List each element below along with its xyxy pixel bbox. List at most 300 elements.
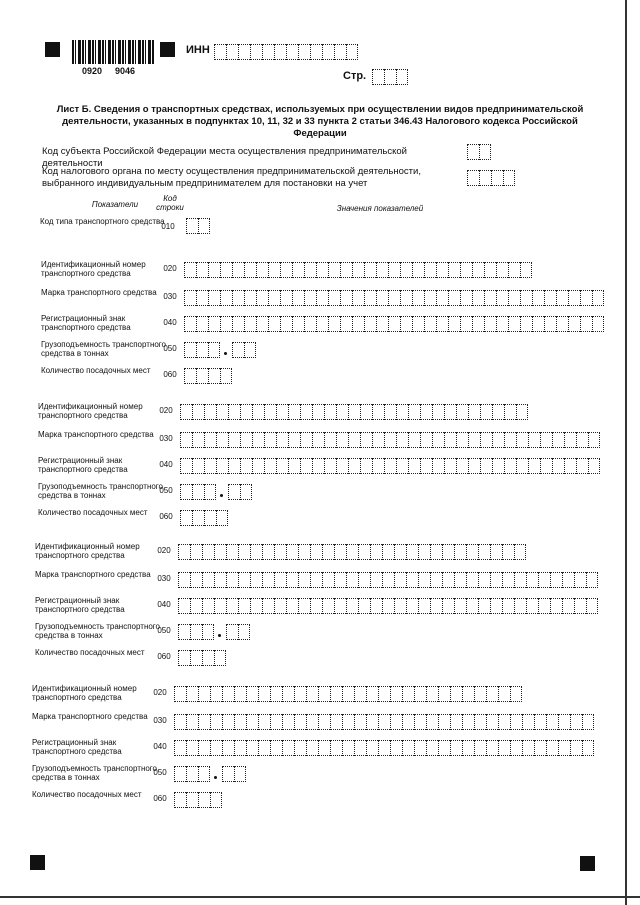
block-2-reg-field[interactable]	[180, 458, 600, 474]
input-cell[interactable]	[420, 458, 432, 474]
input-cell[interactable]	[486, 686, 498, 702]
input-cell[interactable]	[456, 404, 468, 420]
input-cell[interactable]	[462, 714, 474, 730]
input-cell[interactable]	[474, 740, 486, 756]
input-cell[interactable]	[540, 458, 552, 474]
input-cell[interactable]	[300, 432, 312, 448]
input-cell[interactable]	[558, 714, 570, 730]
input-cell[interactable]	[294, 714, 306, 730]
input-cell[interactable]	[490, 598, 502, 614]
inn-field[interactable]	[214, 44, 358, 60]
input-cell[interactable]	[180, 432, 192, 448]
input-cell[interactable]	[432, 404, 444, 420]
input-cell[interactable]	[274, 598, 286, 614]
input-cell[interactable]	[204, 458, 216, 474]
input-cell[interactable]	[588, 432, 600, 448]
input-cell[interactable]	[292, 316, 304, 332]
input-cell[interactable]	[432, 432, 444, 448]
input-cell[interactable]	[406, 598, 418, 614]
block-3-brand-field[interactable]	[178, 572, 598, 588]
input-cell[interactable]	[448, 290, 460, 306]
input-cell[interactable]	[306, 714, 318, 730]
input-cell[interactable]	[262, 598, 274, 614]
input-cell[interactable]	[564, 432, 576, 448]
input-cell[interactable]	[264, 404, 276, 420]
input-cell[interactable]	[208, 342, 220, 358]
block-1-reg-field[interactable]	[184, 316, 604, 332]
input-cell[interactable]	[384, 69, 396, 85]
block-1-vin-field[interactable]	[184, 262, 532, 278]
input-cell[interactable]	[238, 598, 250, 614]
input-cell[interactable]	[364, 316, 376, 332]
input-cell[interactable]	[234, 714, 246, 730]
input-cell[interactable]	[468, 458, 480, 474]
input-cell[interactable]	[444, 404, 456, 420]
input-cell[interactable]	[228, 458, 240, 474]
input-cell[interactable]	[568, 316, 580, 332]
input-cell[interactable]	[462, 686, 474, 702]
input-cell[interactable]	[270, 740, 282, 756]
input-cell[interactable]	[258, 740, 270, 756]
input-cell[interactable]	[484, 262, 496, 278]
input-cell[interactable]	[370, 544, 382, 560]
input-cell[interactable]	[210, 714, 222, 730]
input-cell[interactable]	[180, 404, 192, 420]
input-cell[interactable]	[298, 44, 310, 60]
input-cell[interactable]	[436, 290, 448, 306]
block-4-capacity-fraction-field[interactable]	[222, 766, 246, 782]
input-cell[interactable]	[316, 262, 328, 278]
input-cell[interactable]	[402, 686, 414, 702]
input-cell[interactable]	[204, 484, 216, 500]
input-cell[interactable]	[262, 44, 274, 60]
input-cell[interactable]	[210, 792, 222, 808]
input-cell[interactable]	[510, 714, 522, 730]
input-cell[interactable]	[222, 714, 234, 730]
input-cell[interactable]	[318, 686, 330, 702]
input-cell[interactable]	[400, 290, 412, 306]
input-cell[interactable]	[376, 262, 388, 278]
input-cell[interactable]	[196, 342, 208, 358]
input-cell[interactable]	[558, 740, 570, 756]
input-cell[interactable]	[336, 404, 348, 420]
block-4-brand-field[interactable]	[174, 714, 594, 730]
block-1-brand-field[interactable]	[184, 290, 604, 306]
input-cell[interactable]	[264, 458, 276, 474]
input-cell[interactable]	[586, 598, 598, 614]
input-cell[interactable]	[366, 740, 378, 756]
input-cell[interactable]	[220, 290, 232, 306]
input-cell[interactable]	[246, 686, 258, 702]
input-cell[interactable]	[354, 686, 366, 702]
input-cell[interactable]	[228, 432, 240, 448]
input-cell[interactable]	[232, 290, 244, 306]
input-cell[interactable]	[186, 714, 198, 730]
input-cell[interactable]	[456, 458, 468, 474]
input-cell[interactable]	[192, 432, 204, 448]
input-cell[interactable]	[244, 316, 256, 332]
input-cell[interactable]	[246, 714, 258, 730]
input-cell[interactable]	[252, 458, 264, 474]
input-cell[interactable]	[220, 262, 232, 278]
block-2-brand-field[interactable]	[180, 432, 600, 448]
input-cell[interactable]	[480, 432, 492, 448]
input-cell[interactable]	[280, 316, 292, 332]
input-cell[interactable]	[388, 262, 400, 278]
input-cell[interactable]	[240, 458, 252, 474]
input-cell[interactable]	[322, 44, 334, 60]
input-cell[interactable]	[286, 572, 298, 588]
input-cell[interactable]	[414, 714, 426, 730]
input-cell[interactable]	[294, 740, 306, 756]
block-2-vin-field[interactable]	[180, 404, 528, 420]
input-cell[interactable]	[184, 262, 196, 278]
input-cell[interactable]	[580, 316, 592, 332]
input-cell[interactable]	[556, 290, 568, 306]
input-cell[interactable]	[228, 404, 240, 420]
input-cell[interactable]	[352, 316, 364, 332]
input-cell[interactable]	[406, 572, 418, 588]
input-cell[interactable]	[394, 598, 406, 614]
input-cell[interactable]	[538, 572, 550, 588]
input-cell[interactable]	[310, 598, 322, 614]
input-cell[interactable]	[184, 342, 196, 358]
input-cell[interactable]	[328, 262, 340, 278]
input-cell[interactable]	[234, 766, 246, 782]
input-cell[interactable]	[503, 170, 515, 186]
input-cell[interactable]	[180, 510, 192, 526]
input-cell[interactable]	[396, 404, 408, 420]
input-cell[interactable]	[264, 432, 276, 448]
input-cell[interactable]	[358, 544, 370, 560]
input-cell[interactable]	[538, 598, 550, 614]
input-cell[interactable]	[184, 290, 196, 306]
input-cell[interactable]	[484, 316, 496, 332]
input-cell[interactable]	[190, 572, 202, 588]
input-cell[interactable]	[442, 572, 454, 588]
input-cell[interactable]	[466, 544, 478, 560]
input-cell[interactable]	[388, 290, 400, 306]
input-cell[interactable]	[270, 714, 282, 730]
input-cell[interactable]	[342, 740, 354, 756]
input-cell[interactable]	[472, 316, 484, 332]
input-cell[interactable]	[192, 404, 204, 420]
input-cell[interactable]	[250, 44, 262, 60]
input-cell[interactable]	[244, 342, 256, 358]
input-cell[interactable]	[198, 792, 210, 808]
input-cell[interactable]	[340, 316, 352, 332]
input-cell[interactable]	[274, 544, 286, 560]
input-cell[interactable]	[396, 432, 408, 448]
input-cell[interactable]	[334, 544, 346, 560]
block-3-capacity-integer-field[interactable]	[178, 624, 214, 640]
input-cell[interactable]	[472, 290, 484, 306]
input-cell[interactable]	[372, 432, 384, 448]
input-cell[interactable]	[220, 316, 232, 332]
input-cell[interactable]	[370, 598, 382, 614]
input-cell[interactable]	[318, 714, 330, 730]
input-cell[interactable]	[304, 262, 316, 278]
input-cell[interactable]	[276, 404, 288, 420]
input-cell[interactable]	[214, 572, 226, 588]
input-cell[interactable]	[306, 740, 318, 756]
input-cell[interactable]	[388, 316, 400, 332]
input-cell[interactable]	[192, 510, 204, 526]
input-cell[interactable]	[214, 598, 226, 614]
input-cell[interactable]	[468, 432, 480, 448]
input-cell[interactable]	[274, 572, 286, 588]
input-cell[interactable]	[412, 290, 424, 306]
input-cell[interactable]	[210, 740, 222, 756]
input-cell[interactable]	[491, 170, 503, 186]
input-cell[interactable]	[418, 598, 430, 614]
input-cell[interactable]	[330, 686, 342, 702]
input-cell[interactable]	[258, 714, 270, 730]
input-cell[interactable]	[228, 484, 240, 500]
input-cell[interactable]	[226, 572, 238, 588]
input-cell[interactable]	[222, 740, 234, 756]
input-cell[interactable]	[240, 404, 252, 420]
input-cell[interactable]	[382, 598, 394, 614]
input-cell[interactable]	[498, 686, 510, 702]
input-cell[interactable]	[336, 432, 348, 448]
input-cell[interactable]	[312, 458, 324, 474]
input-cell[interactable]	[408, 432, 420, 448]
input-cell[interactable]	[226, 624, 238, 640]
input-cell[interactable]	[292, 262, 304, 278]
input-cell[interactable]	[468, 404, 480, 420]
input-cell[interactable]	[304, 290, 316, 306]
input-cell[interactable]	[300, 458, 312, 474]
input-cell[interactable]	[364, 262, 376, 278]
input-cell[interactable]	[378, 740, 390, 756]
input-cell[interactable]	[514, 572, 526, 588]
input-cell[interactable]	[390, 686, 402, 702]
input-cell[interactable]	[240, 432, 252, 448]
block-2-seats-field[interactable]	[180, 510, 228, 526]
subject-code-field[interactable]	[467, 144, 491, 160]
input-cell[interactable]	[550, 572, 562, 588]
input-cell[interactable]	[298, 598, 310, 614]
input-cell[interactable]	[588, 458, 600, 474]
input-cell[interactable]	[282, 714, 294, 730]
input-cell[interactable]	[586, 572, 598, 588]
input-cell[interactable]	[210, 686, 222, 702]
input-cell[interactable]	[432, 458, 444, 474]
input-cell[interactable]	[268, 290, 280, 306]
input-cell[interactable]	[438, 686, 450, 702]
input-cell[interactable]	[330, 740, 342, 756]
input-cell[interactable]	[372, 458, 384, 474]
input-cell[interactable]	[310, 544, 322, 560]
input-cell[interactable]	[360, 404, 372, 420]
input-cell[interactable]	[174, 792, 186, 808]
block-1-seats-field[interactable]	[184, 368, 232, 384]
input-cell[interactable]	[310, 572, 322, 588]
input-cell[interactable]	[444, 458, 456, 474]
input-cell[interactable]	[574, 572, 586, 588]
input-cell[interactable]	[324, 432, 336, 448]
input-cell[interactable]	[208, 368, 220, 384]
input-cell[interactable]	[258, 686, 270, 702]
input-cell[interactable]	[460, 316, 472, 332]
input-cell[interactable]	[467, 170, 479, 186]
input-cell[interactable]	[376, 316, 388, 332]
input-cell[interactable]	[492, 404, 504, 420]
input-cell[interactable]	[208, 262, 220, 278]
input-cell[interactable]	[268, 262, 280, 278]
input-cell[interactable]	[204, 404, 216, 420]
block-4-capacity-integer-field[interactable]	[174, 766, 210, 782]
input-cell[interactable]	[208, 290, 220, 306]
input-cell[interactable]	[580, 290, 592, 306]
input-cell[interactable]	[474, 714, 486, 730]
input-cell[interactable]	[288, 404, 300, 420]
input-cell[interactable]	[196, 290, 208, 306]
input-cell[interactable]	[192, 458, 204, 474]
input-cell[interactable]	[282, 686, 294, 702]
block-4-reg-field[interactable]	[174, 740, 594, 756]
input-cell[interactable]	[274, 44, 286, 60]
input-cell[interactable]	[514, 544, 526, 560]
input-cell[interactable]	[378, 714, 390, 730]
input-cell[interactable]	[174, 714, 186, 730]
input-cell[interactable]	[450, 740, 462, 756]
input-cell[interactable]	[306, 686, 318, 702]
input-cell[interactable]	[442, 598, 454, 614]
input-cell[interactable]	[592, 316, 604, 332]
input-cell[interactable]	[504, 404, 516, 420]
input-cell[interactable]	[174, 766, 186, 782]
input-cell[interactable]	[474, 686, 486, 702]
input-cell[interactable]	[202, 544, 214, 560]
input-cell[interactable]	[288, 432, 300, 448]
input-cell[interactable]	[340, 290, 352, 306]
input-cell[interactable]	[540, 432, 552, 448]
input-cell[interactable]	[346, 44, 358, 60]
input-cell[interactable]	[382, 544, 394, 560]
input-cell[interactable]	[334, 44, 346, 60]
input-cell[interactable]	[480, 404, 492, 420]
input-cell[interactable]	[372, 404, 384, 420]
input-cell[interactable]	[354, 714, 366, 730]
input-cell[interactable]	[246, 740, 258, 756]
input-cell[interactable]	[198, 714, 210, 730]
input-cell[interactable]	[502, 572, 514, 588]
input-cell[interactable]	[196, 368, 208, 384]
input-cell[interactable]	[534, 740, 546, 756]
input-cell[interactable]	[216, 404, 228, 420]
input-cell[interactable]	[298, 544, 310, 560]
input-cell[interactable]	[256, 316, 268, 332]
input-cell[interactable]	[436, 316, 448, 332]
input-cell[interactable]	[226, 598, 238, 614]
input-cell[interactable]	[424, 290, 436, 306]
input-cell[interactable]	[570, 714, 582, 730]
input-cell[interactable]	[352, 262, 364, 278]
input-cell[interactable]	[232, 316, 244, 332]
input-cell[interactable]	[366, 714, 378, 730]
input-cell[interactable]	[520, 290, 532, 306]
block-4-vin-field[interactable]	[174, 686, 522, 702]
input-cell[interactable]	[292, 290, 304, 306]
input-cell[interactable]	[178, 572, 190, 588]
input-cell[interactable]	[178, 650, 190, 666]
input-cell[interactable]	[280, 290, 292, 306]
input-cell[interactable]	[400, 262, 412, 278]
input-cell[interactable]	[508, 316, 520, 332]
input-cell[interactable]	[282, 740, 294, 756]
input-cell[interactable]	[352, 290, 364, 306]
input-cell[interactable]	[526, 572, 538, 588]
input-cell[interactable]	[576, 458, 588, 474]
input-cell[interactable]	[310, 44, 322, 60]
input-cell[interactable]	[390, 740, 402, 756]
input-cell[interactable]	[384, 404, 396, 420]
block-1-capacity-integer-field[interactable]	[184, 342, 220, 358]
input-cell[interactable]	[186, 686, 198, 702]
input-cell[interactable]	[334, 572, 346, 588]
input-cell[interactable]	[204, 510, 216, 526]
input-cell[interactable]	[438, 714, 450, 730]
input-cell[interactable]	[496, 316, 508, 332]
input-cell[interactable]	[516, 432, 528, 448]
input-cell[interactable]	[466, 572, 478, 588]
input-cell[interactable]	[192, 484, 204, 500]
input-cell[interactable]	[402, 740, 414, 756]
input-cell[interactable]	[364, 290, 376, 306]
input-cell[interactable]	[414, 740, 426, 756]
input-cell[interactable]	[178, 544, 190, 560]
input-cell[interactable]	[250, 544, 262, 560]
input-cell[interactable]	[479, 170, 491, 186]
input-cell[interactable]	[234, 686, 246, 702]
input-cell[interactable]	[186, 218, 198, 234]
input-cell[interactable]	[426, 714, 438, 730]
input-cell[interactable]	[420, 404, 432, 420]
input-cell[interactable]	[582, 740, 594, 756]
input-cell[interactable]	[360, 458, 372, 474]
input-cell[interactable]	[184, 368, 196, 384]
input-cell[interactable]	[286, 544, 298, 560]
input-cell[interactable]	[370, 572, 382, 588]
input-cell[interactable]	[528, 458, 540, 474]
input-cell[interactable]	[568, 290, 580, 306]
input-cell[interactable]	[226, 544, 238, 560]
input-cell[interactable]	[552, 432, 564, 448]
input-cell[interactable]	[294, 686, 306, 702]
input-cell[interactable]	[196, 316, 208, 332]
input-cell[interactable]	[394, 544, 406, 560]
input-cell[interactable]	[340, 262, 352, 278]
input-cell[interactable]	[190, 598, 202, 614]
input-cell[interactable]	[250, 572, 262, 588]
input-cell[interactable]	[252, 404, 264, 420]
input-cell[interactable]	[184, 316, 196, 332]
input-cell[interactable]	[504, 458, 516, 474]
input-cell[interactable]	[342, 686, 354, 702]
input-cell[interactable]	[238, 572, 250, 588]
input-cell[interactable]	[406, 544, 418, 560]
input-cell[interactable]	[342, 714, 354, 730]
input-cell[interactable]	[516, 404, 528, 420]
input-cell[interactable]	[448, 316, 460, 332]
input-cell[interactable]	[576, 432, 588, 448]
input-cell[interactable]	[450, 686, 462, 702]
input-cell[interactable]	[526, 598, 538, 614]
input-cell[interactable]	[520, 262, 532, 278]
input-cell[interactable]	[430, 572, 442, 588]
